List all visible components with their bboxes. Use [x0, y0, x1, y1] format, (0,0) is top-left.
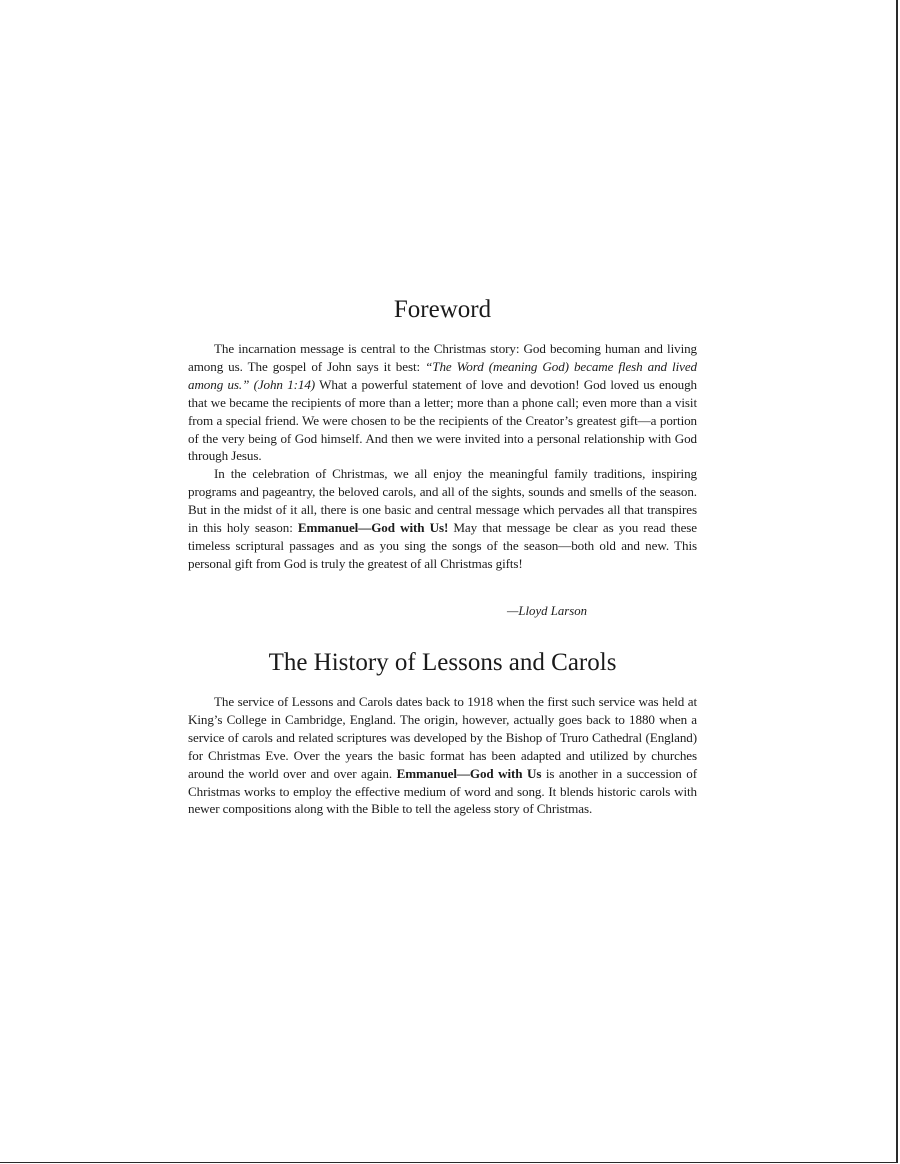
history-p1-text-b: is another in a succession of Christmas works to employ the effective medium of word and song. It blends historic carols with newer compositions along with the Bible to tell the ageless story of Christmas.: [188, 765, 697, 817]
emmanuel-emphasis: Emmanuel—God with Us!: [297, 520, 449, 536]
foreword-p1-text-a: The incarnation message is central to the Christmas story: God becoming human and living among us. The gospel of John says it best:: [188, 341, 697, 374]
foreword-paragraph-2: [188, 465, 697, 572]
history-p1-text-a: The service of Lessons and Carols dates back to 1918 when the first such service was held at King’s College in Cambridge, England. The origin, however, actually goes back to 1880 when a service of carols and related scriptures was developed by the Bishop of Truro Cathedral (England) for Christmas Eve. Over the years the basic format has been adapted and utilized by churches around the world over and over again.: [188, 694, 697, 781]
history-title: The History of Lessons and Carols: [268, 649, 617, 676]
scripture-quote: “The Word (meaning God) became flesh and lived among us.” (John 1:14): [188, 358, 697, 392]
foreword-title: Foreword: [393, 296, 492, 323]
foreword-signature: —Lloyd Larson: [507, 604, 587, 618]
history-paragraph-1: [188, 693, 697, 818]
work-title-emphasis: Emmanuel—God with Us: [396, 765, 542, 781]
foreword-paragraph-1: [188, 340, 697, 465]
foreword-body: [188, 340, 697, 573]
foreword-p1-text-b: What a powerful statement of love and devotion! God loved us enough that we became the recipients of more than a letter; more than a phone call; even more than a visit from a special friend. We were chosen to be the recipients of the Creator’s greatest gift—a portion of the very being of God himself. And then we were invited into a personal relationship with God through Jesus.: [188, 376, 697, 464]
foreword-p2-text-a: In the celebration of Christmas, we all enjoy the meaningful family traditions, inspiring programs and pageantry, the beloved carols, and all of the sights, sounds and smells of the season. But in the midst of it all, there is one basic and central message which pervades all that transpires in this holy season:: [188, 466, 697, 536]
history-body: [188, 693, 697, 818]
foreword-p2-text-b: May that message be clear as you read these timeless scriptural passages and as you sing the songs of the season—both old and new. This personal gift from God is truly the greatest of all Christmas gifts!: [188, 520, 698, 571]
